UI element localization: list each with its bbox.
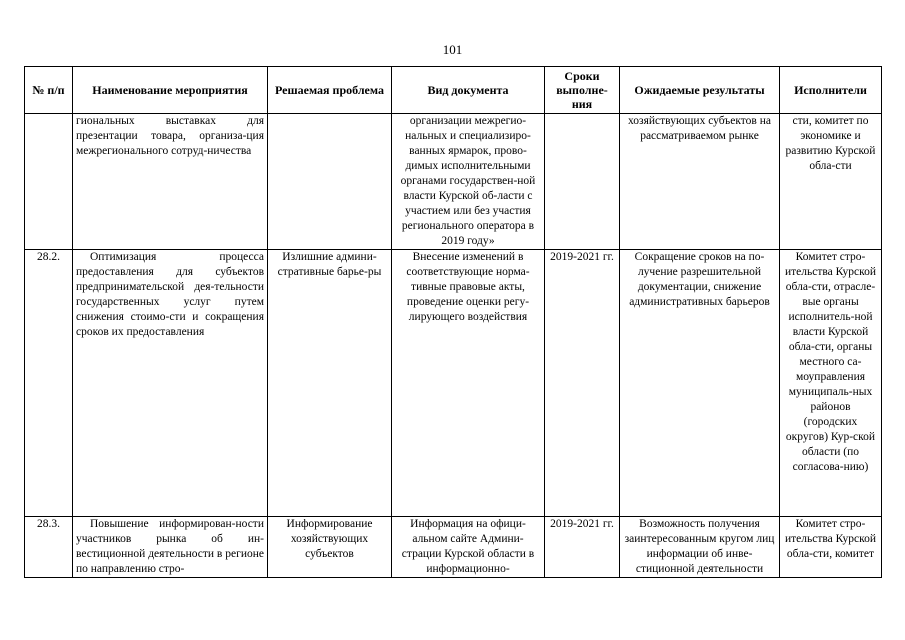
column-header-term: Сроки выполне-ния bbox=[545, 67, 620, 114]
problem: Информирование хозяйствующих субъектов bbox=[268, 517, 392, 578]
table-row bbox=[25, 517, 882, 578]
column-header-problem: Решаемая проблема bbox=[268, 67, 392, 114]
row-number bbox=[25, 114, 73, 250]
row-number: 28.2. bbox=[25, 250, 73, 517]
document-type: Внесение изменений в соответствующие норма-тивные правовые акты, проведение оценки регу-лирующего воздействия bbox=[392, 250, 545, 517]
expected-result: Сокращение сроков на по-лучение разрешительной документации, снижение административных барьеров bbox=[620, 250, 780, 517]
table-row bbox=[25, 114, 882, 250]
measures-table bbox=[24, 66, 882, 578]
column-header-result: Ожидаемые результаты bbox=[620, 67, 780, 114]
page-number: 101 bbox=[442, 42, 463, 57]
measure-name: Оптимизация процесса предоставления для субъектов предпринимательской дея-тельности государственных услуг путем снижения стоимо-сти и сокращения сроков их предоставления bbox=[73, 250, 268, 517]
measure-name: Повышение информирован-ности участников рынка об ин-вестиционной деятельности в регионе по направлению стро- bbox=[73, 517, 268, 578]
column-header-document: Вид документа bbox=[392, 67, 545, 114]
problem: Излишние админи-стративные барье-ры bbox=[268, 250, 392, 517]
document-type: организации межрегио-нальных и специализиро-ванных ярмарок, прово-димых исполнительными органами государствен-ной власти Курской об-ласти с участием или без участия регионального оператора в 2019 году» bbox=[392, 114, 545, 250]
term: 2019-2021 гг. bbox=[545, 250, 620, 517]
term bbox=[545, 114, 620, 250]
executors: сти, комитет по экономике и развитию Курской обла-сти bbox=[780, 114, 882, 250]
problem bbox=[268, 114, 392, 250]
table-header-row bbox=[25, 67, 882, 114]
term: 2019-2021 гг. bbox=[545, 517, 620, 578]
executors: Комитет стро-ительства Курской обла-сти, комитет bbox=[780, 517, 882, 578]
column-header-number: № п/п bbox=[25, 67, 73, 114]
row-number: 28.3. bbox=[25, 517, 73, 578]
measure-name: гиональных выставках для презентации товара, организа-ция межрегионального сотруд-ничества bbox=[73, 114, 268, 250]
expected-result: хозяйствующих субъектов на рассматриваемом рынке bbox=[620, 114, 780, 250]
column-header-executors: Исполнители bbox=[780, 67, 882, 114]
executors: Комитет стро-ительства Курской обла-сти, отрасле-вые органы исполнитель-ной власти Курской обла-сти, органы местного са-моуправления муниципаль-ных районов (городских округов) Кур-ской области (по согласова-нию) bbox=[780, 250, 882, 517]
document-type: Информация на офици-альном сайте Админи-страции Курской области в информационно- bbox=[392, 517, 545, 578]
column-header-name: Наименование мероприятия bbox=[73, 67, 268, 114]
expected-result: Возможность получения заинтересованным кругом лиц информации об инве-стиционной деятельности bbox=[620, 517, 780, 578]
table-row bbox=[25, 250, 882, 517]
